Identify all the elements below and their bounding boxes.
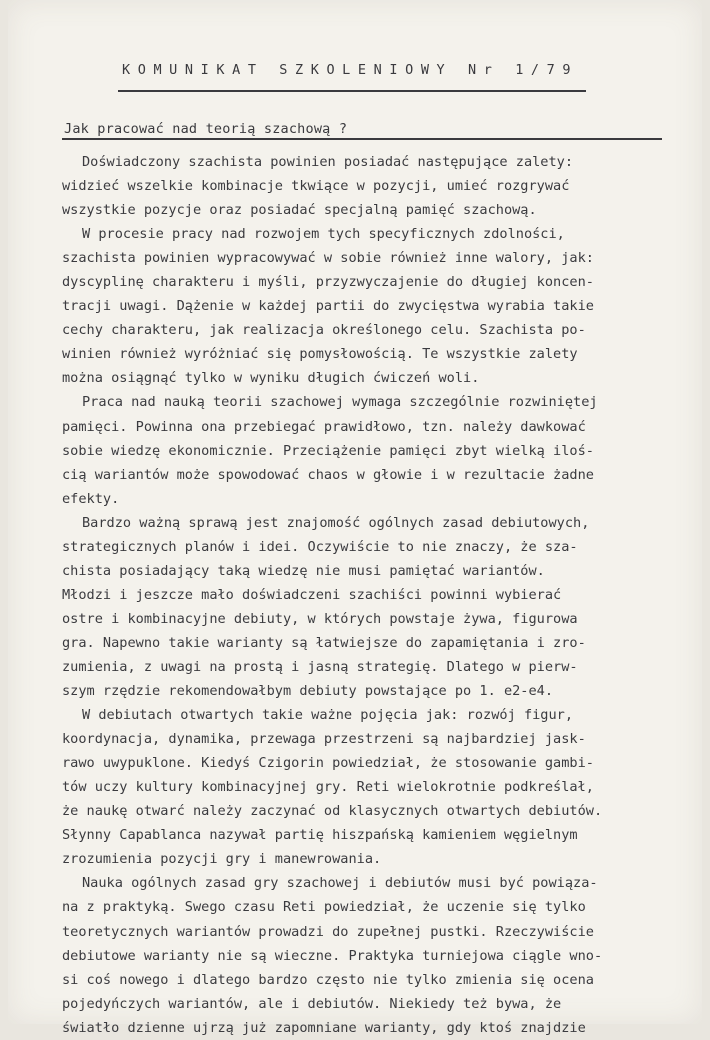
text-line: tów uczy kultury kombinacyjnej gry. Reti wielokrotnie podkreślał, <box>62 779 594 796</box>
text-line: na z praktyką. Swego czasu Reti powiedział, że uczenie się tylko <box>62 899 586 916</box>
text-line: Młodzi i jeszcze mało doświadczeni szachiści powinni wybierać <box>62 586 562 603</box>
text-line: rawo uwypuklone. Kiedyś Czigorin powiedział, że stosowanie gambi- <box>62 755 594 772</box>
text-line: światło dzienne ujrzą już zapomniane warianty, gdy ktoś znajdzie <box>62 1019 586 1036</box>
document-page <box>22 0 702 1036</box>
header-underline <box>118 90 586 92</box>
bulletin-header: KOMUNIKAT SZKOLENIOWY Nr 1/79 <box>122 62 579 78</box>
text-line: debiutowe warianty nie są wieczne. Praktyka turniejowa ciągle wno- <box>62 947 603 964</box>
text-line: cechy charakteru, jak realizacja określonego celu. Szachista po- <box>62 322 586 339</box>
text-line: pojedyńczych wariantów, ale i debiutów. Niekiedy też bywa, że <box>62 995 562 1012</box>
article-title: Jak pracować nad teorią szachową ? <box>64 121 348 137</box>
text-line: koordynacja, dynamika, przewaga przestrzeni są najbardziej jask- <box>62 731 586 748</box>
text-line: wszystkie pozycje oraz posiadać specjalną pamięć szachową. <box>62 202 537 219</box>
text-line: W procesie pracy nad rozwojem tych specyficznych zdolności, <box>82 226 565 243</box>
text-line: si coś nowego i dlatego bardzo często nie tylko zmienia się ocena <box>62 971 594 988</box>
text-line: Praca nad nauką teorii szachowej wymaga szczególnie rozwiniętej <box>82 394 598 411</box>
article-body <box>62 150 672 1040</box>
text-line: ostre i kombinacyjne debiuty, w których powstaje żywa, figurowa <box>62 610 578 627</box>
text-line: że naukę otwarć należy zaczynać od klasycznych otwartych debiutów. <box>62 803 603 820</box>
text-line: gra. Napewno takie warianty są łatwiejsze do zapamiętania i zro- <box>62 634 586 651</box>
text-line: strategicznych planów i idei. Oczywiście to nie znaczy, że sza- <box>62 538 578 555</box>
text-line: efekty. <box>62 490 120 507</box>
title-underline <box>62 138 662 140</box>
text-line: chista posiadający taką wiedzę nie musi pamiętać wariantów. <box>62 562 545 579</box>
text-line: pamięci. Powinna ona przebiegać prawidłowo, tzn. należy dawkować <box>62 418 586 435</box>
text-line: cią wariantów może spowodować chaos w głowie i w rezultacie żadne <box>62 466 594 483</box>
text-line: widzieć wszelkie kombinacje tkwiące w pozycji, umieć rozgrywać <box>62 178 570 195</box>
text-line: szachista powinien wypracowywać w sobie również inne walory, jak: <box>62 250 594 267</box>
text-line: winien również wyróżniać się pomysłowością. Te wszystkie zalety <box>62 346 578 363</box>
text-line: Nauka ogólnych zasad gry szachowej i debiutów musi być powiąza- <box>82 875 598 892</box>
text-line: Bardzo ważną sprawą jest znajomość ogólnych zasad debiutowych, <box>82 514 590 531</box>
text-line: W debiutach otwartych takie ważne pojęcia jak: rozwój figur, <box>82 707 574 724</box>
text-line: dyscyplinę charakteru i myśli, przyzwyczajenie do długiej koncen- <box>62 274 594 291</box>
text-line: zumienia, z uwagi na prostą i jasną strategię. Dlatego w pierw- <box>62 658 578 675</box>
text-line: można osiągnąć tylko w wyniku długich ćwiczeń woli. <box>62 370 480 387</box>
text-line: Słynny Capablanca nazywał partię hiszpańską kamieniem węgielnym <box>62 827 578 844</box>
text-line: zrozumienia pozycji gry i manewrowania. <box>62 851 382 868</box>
text-line: tracji uwagi. Dążenie w każdej partii do zwycięstwa wyrabia takie <box>62 298 594 315</box>
text-line: Doświadczony szachista powinien posiadać następujące zalety: <box>82 154 574 170</box>
text-line: sobie wiedzę ekonomicznie. Przeciążenie pamięci zbyt wielką iloś- <box>62 442 594 459</box>
text-line: szym rzędzie rekomendowałbym debiuty powstające po 1. e2-e4. <box>62 683 554 700</box>
text-line: teoretycznych wariantów prowadzi do zupełnej pustki. Rzeczywiście <box>62 923 594 940</box>
